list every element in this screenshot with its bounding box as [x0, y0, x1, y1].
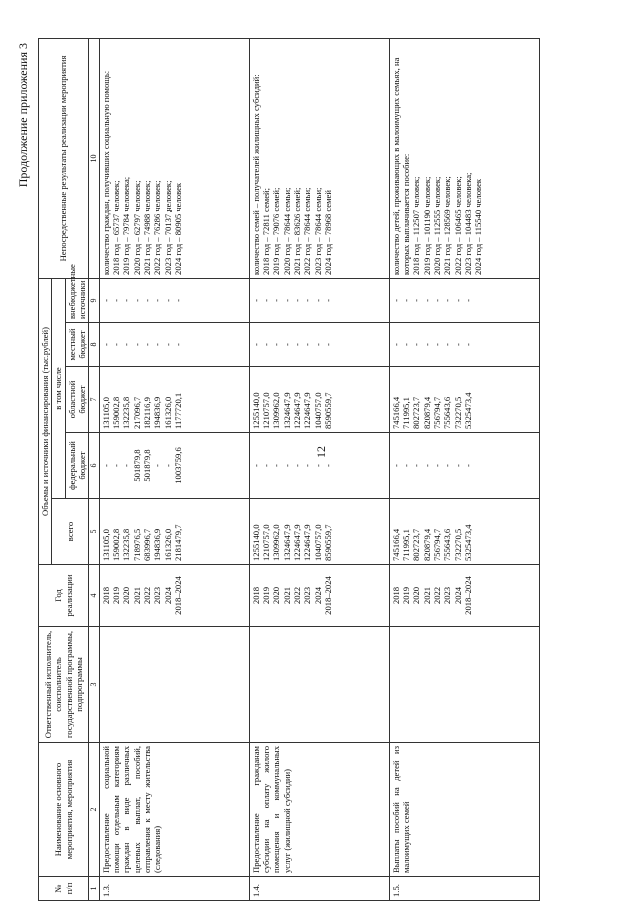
- federal-cell-line: -: [411, 464, 422, 467]
- total-cell-line: 711995,1: [401, 529, 412, 561]
- offbudget-cell-line: -: [162, 299, 173, 302]
- total-cell-line: 755643,6: [442, 528, 453, 561]
- column-index: 8: [89, 323, 100, 367]
- regional-cell-line: 745166,4: [390, 396, 401, 429]
- measure-name: Предоставление гражданам субсидии на оплату жилого помещения и коммунальных услуг (жилищной субсидии): [249, 743, 389, 877]
- results-cell: [99, 38, 249, 278]
- federal-cell-line: -: [111, 464, 122, 467]
- regional-cell-line: 1210757,0: [261, 392, 272, 429]
- year-cell-line: 2018–2024: [463, 576, 474, 615]
- federal-cell-line: 501879,8: [131, 449, 142, 482]
- year-cell-line: 2024: [162, 586, 173, 605]
- header-year: Год реализации: [39, 565, 89, 627]
- results-cell: [389, 38, 539, 278]
- offbudget-cell-line: -: [390, 299, 401, 302]
- year-cell-line: 2022: [292, 586, 303, 605]
- local-cell-line: -: [312, 343, 323, 346]
- total-cell-line: 756794,7: [432, 528, 443, 561]
- regional-cell-line: 1177720,1: [173, 392, 184, 429]
- year-cell-line: 2023: [442, 586, 453, 605]
- local-cell-line: -: [162, 343, 173, 346]
- local-cell-line: -: [292, 343, 303, 346]
- header-regional: областной бюджет: [65, 367, 89, 433]
- regional-cell-line: 8590559,7: [323, 392, 334, 429]
- results-cell-line: количество семей – получателей жилищных субсидий:: [250, 74, 261, 275]
- header-volumes: Объемы и источники финансирования (тыс.рублей): [39, 278, 52, 564]
- total-cell-line: 820879,4: [421, 528, 432, 561]
- federal-cell-line: -: [452, 464, 463, 467]
- header-offbudget: внебюджетные источники: [65, 278, 89, 322]
- regional-cell-line: 1224647,9: [292, 392, 303, 429]
- header-name: Наименование основного мероприятия, мероприятия: [39, 743, 89, 877]
- measure-name: Выплаты пособий на детей из малоимущих семей: [389, 743, 539, 877]
- total-cell-line: 1309962,0: [271, 524, 282, 561]
- offbudget-cell-line: -: [152, 299, 163, 302]
- header-num: № п/п: [39, 877, 89, 901]
- offbudget-cell: [249, 278, 389, 322]
- page-number: 12: [314, 446, 328, 458]
- offbudget-cell-line: -: [323, 299, 334, 302]
- total-cell-line: 1255140,0: [250, 524, 261, 561]
- federal-cell-line: 501879,8: [142, 449, 153, 482]
- regional-cell: [99, 367, 249, 433]
- financing-table: [38, 38, 540, 901]
- total-cell-line: 683996,7: [142, 528, 153, 561]
- federal-cell: [249, 433, 389, 499]
- federal-cell-line: -: [323, 464, 334, 467]
- total-cell: [99, 499, 249, 565]
- regional-cell-line: 1324647,9: [281, 392, 292, 429]
- responsible-executor: [389, 627, 539, 743]
- results-cell-line: 2021 год – 74988 человек;: [142, 180, 153, 275]
- table-row: [389, 38, 539, 900]
- column-index: 2: [89, 743, 100, 877]
- column-index: 6: [89, 433, 100, 499]
- offbudget-cell-line: -: [100, 299, 111, 302]
- local-cell-line: -: [463, 343, 474, 346]
- row-number: 1.3.: [99, 877, 249, 901]
- regional-cell-line: 5325473,4: [463, 392, 474, 429]
- year-cell-line: 2018: [390, 586, 401, 605]
- regional-cell-line: 132235,8: [121, 396, 132, 429]
- year-cell-line: 2024: [452, 586, 463, 605]
- offbudget-cell-line: -: [442, 299, 453, 302]
- offbudget-cell-line: -: [131, 299, 142, 302]
- results-cell-line: 2024 год – 78968 семей: [323, 190, 334, 275]
- federal-cell-line: -: [442, 464, 453, 467]
- offbudget-cell: [389, 278, 539, 322]
- offbudget-cell-line: -: [261, 299, 272, 302]
- total-cell-line: 132235,8: [121, 528, 132, 561]
- total-cell-line: 131105,0: [100, 529, 111, 561]
- federal-cell-line: -: [432, 464, 443, 467]
- regional-cell-line: 755643,6: [442, 396, 453, 429]
- results-cell-line: 2023 год – 104483 человека;: [463, 172, 474, 275]
- results-cell-line: 2019 год – 101190 человек;: [421, 176, 432, 275]
- local-cell-line: -: [421, 343, 432, 346]
- offbudget-cell-line: -: [411, 299, 422, 302]
- total-cell-line: 1324647,9: [281, 524, 292, 561]
- regional-cell-line: 159002,8: [111, 396, 122, 429]
- local-cell-line: -: [323, 343, 334, 346]
- regional-cell: [249, 367, 389, 433]
- local-cell-line: -: [250, 343, 261, 346]
- column-index: 10: [89, 38, 100, 278]
- offbudget-cell: [99, 278, 249, 322]
- results-cell-line: 2023 год – 78644 семьи;: [312, 187, 323, 275]
- local-cell-line: -: [302, 343, 313, 346]
- federal-cell-line: -: [271, 464, 282, 467]
- column-index: 4: [89, 565, 100, 627]
- local-cell-line: -: [271, 343, 282, 346]
- local-cell-line: -: [173, 343, 184, 346]
- total-cell-line: 802723,7: [411, 528, 422, 561]
- offbudget-cell-line: -: [302, 299, 313, 302]
- results-cell-line: 2022 год – 78644 семьи;: [302, 187, 313, 275]
- results-cell-line: количество граждан, получивших социальную помощь:: [100, 70, 111, 275]
- federal-cell-line: -: [401, 464, 412, 467]
- results-cell-line: количество детей, проживающих в малоимущих семьях, на которых выплачивается пособие:: [390, 57, 412, 275]
- year-cell-line: 2019: [111, 586, 122, 605]
- local-cell-line: -: [401, 343, 412, 346]
- offbudget-cell-line: -: [312, 299, 323, 302]
- header-local: местный бюджет: [65, 323, 89, 367]
- local-cell-line: -: [432, 343, 443, 346]
- continuation-label: Продолжение приложения 3: [16, 43, 30, 188]
- local-cell-line: -: [261, 343, 272, 346]
- year-cell-line: 2023: [302, 586, 313, 605]
- local-cell: [389, 323, 539, 367]
- total-cell-line: 718976,5: [131, 528, 142, 561]
- regional-cell-line: 194836,9: [152, 396, 163, 429]
- year-cell: [249, 565, 389, 627]
- year-cell-line: 2019: [401, 586, 412, 605]
- header-results: Непосредственные результаты реализации мероприятия: [39, 38, 89, 278]
- offbudget-cell-line: -: [281, 299, 292, 302]
- total-cell: [389, 499, 539, 565]
- results-cell-line: 2019 год – 79076 семей;: [271, 187, 282, 275]
- federal-cell-line: -: [312, 464, 323, 467]
- federal-cell-line: -: [292, 464, 303, 467]
- column-index: 3: [89, 627, 100, 743]
- year-cell: [389, 565, 539, 627]
- regional-cell-line: 711995,1: [401, 397, 412, 429]
- federal-cell-line: -: [100, 464, 111, 467]
- federal-cell-line: -: [421, 464, 432, 467]
- table-body: [99, 38, 539, 900]
- offbudget-cell-line: -: [142, 299, 153, 302]
- results-cell-line: 2024 год – 115540 человек: [473, 178, 484, 275]
- local-cell-line: -: [100, 343, 111, 346]
- year-cell-line: 2020: [121, 586, 132, 605]
- row-number: 1.5.: [389, 877, 539, 901]
- federal-cell-line: -: [250, 464, 261, 467]
- offbudget-cell-line: -: [121, 299, 132, 302]
- regional-cell-line: 131105,0: [100, 397, 111, 429]
- regional-cell-line: 802723,7: [411, 396, 422, 429]
- federal-cell: [389, 433, 539, 499]
- offbudget-cell-line: -: [421, 299, 432, 302]
- local-cell-line: -: [121, 343, 132, 346]
- local-cell: [99, 323, 249, 367]
- year-cell-line: 2018: [100, 586, 111, 605]
- header-including: в том числе: [52, 278, 65, 498]
- results-cell-line: 2024 год – 80905 человек: [173, 182, 184, 275]
- year-cell-line: 2021: [131, 586, 142, 605]
- federal-cell-line: -: [162, 464, 173, 467]
- results-cell-line: 2020 год – 78644 семьи;: [281, 187, 292, 275]
- year-cell-line: 2018–2024: [323, 576, 334, 615]
- federal-cell-line: -: [261, 464, 272, 467]
- regional-cell-line: 1255140,0: [250, 392, 261, 429]
- total-cell: [249, 499, 389, 565]
- local-cell-line: -: [152, 343, 163, 346]
- total-cell-line: 194836,9: [152, 528, 163, 561]
- column-index: 5: [89, 499, 100, 565]
- year-cell-line: 2018: [250, 586, 261, 605]
- results-cell-line: 2019 год – 79784 человека;: [121, 176, 132, 275]
- regional-cell-line: 161326,0: [162, 396, 173, 429]
- column-index: 7: [89, 367, 100, 433]
- header-total: всего: [52, 499, 89, 565]
- total-cell-line: 8590559,7: [323, 524, 334, 561]
- year-cell-line: 2021: [281, 586, 292, 605]
- local-cell-line: -: [452, 343, 463, 346]
- year-cell-line: 2019: [261, 586, 272, 605]
- results-cell-line: 2020 год – 112555 человек;: [432, 176, 443, 275]
- offbudget-cell-line: -: [271, 299, 282, 302]
- results-cell-line: 2018 год – 72811 семей;: [261, 187, 272, 275]
- results-cell-line: 2023 год – 70137 человек;: [162, 180, 173, 275]
- local-cell-line: -: [442, 343, 453, 346]
- regional-cell-line: 820879,4: [421, 396, 432, 429]
- offbudget-cell-line: -: [250, 299, 261, 302]
- year-cell-line: 2024: [312, 586, 323, 605]
- regional-cell-line: 732270,5: [452, 396, 463, 429]
- year-cell-line: 2021: [421, 586, 432, 605]
- offbudget-cell-line: -: [173, 299, 184, 302]
- offbudget-cell-line: -: [463, 299, 474, 302]
- results-cell-line: 2018 год – 112507 человек;: [411, 176, 422, 275]
- total-cell-line: 161326,0: [162, 528, 173, 561]
- total-cell-line: 1210757,0: [261, 524, 272, 561]
- offbudget-cell-line: -: [452, 299, 463, 302]
- year-cell-line: 2022: [142, 586, 153, 605]
- results-cell-line: 2021 год – 83626 семей;: [292, 187, 303, 275]
- responsible-executor: [249, 627, 389, 743]
- regional-cell: [389, 367, 539, 433]
- offbudget-cell-line: -: [432, 299, 443, 302]
- total-cell-line: 1224647,9: [292, 524, 303, 561]
- total-cell-line: 745166,4: [390, 528, 401, 561]
- total-cell-line: 5325473,4: [463, 524, 474, 561]
- local-cell-line: -: [111, 343, 122, 346]
- header-federal: федеральный бюджет: [65, 433, 89, 499]
- local-cell-line: -: [411, 343, 422, 346]
- results-cell-line: 2018 год – 65737 человек;: [111, 180, 122, 275]
- regional-cell-line: 1040757,0: [312, 392, 323, 429]
- regional-cell-line: 1224647,9: [302, 392, 313, 429]
- results-cell-line: 2022 год – 106465 человек;: [452, 176, 463, 275]
- offbudget-cell-line: -: [111, 299, 122, 302]
- local-cell: [249, 323, 389, 367]
- local-cell-line: -: [390, 343, 401, 346]
- regional-cell-line: 1309962,0: [271, 392, 282, 429]
- header-responsible: Ответственный исполнитель, соисполнитель государственной программы, подпрограммы: [39, 627, 89, 743]
- results-cell-line: 2020 год – 62797 человек;: [131, 180, 142, 275]
- responsible-executor: [99, 627, 249, 743]
- offbudget-cell-line: -: [292, 299, 303, 302]
- year-cell-line: 2020: [271, 586, 282, 605]
- total-cell-line: 732270,5: [452, 528, 463, 561]
- column-index: 9: [89, 278, 100, 322]
- local-cell-line: -: [281, 343, 292, 346]
- year-cell-line: 2023: [152, 586, 163, 605]
- federal-cell-line: -: [281, 464, 292, 467]
- year-cell-line: 2020: [411, 586, 422, 605]
- column-index: 1: [89, 877, 100, 901]
- year-cell-line: 2018–2024: [173, 576, 184, 615]
- year-cell-line: 2022: [432, 586, 443, 605]
- table-row: [99, 38, 249, 900]
- local-cell-line: -: [131, 343, 142, 346]
- regional-cell-line: 217096,7: [131, 396, 142, 429]
- local-cell-line: -: [142, 343, 153, 346]
- total-cell-line: 2181479,7: [173, 524, 184, 561]
- federal-cell-line: -: [463, 464, 474, 467]
- federal-cell: [99, 433, 249, 499]
- year-cell: [99, 565, 249, 627]
- federal-cell-line: -: [152, 464, 163, 467]
- measure-name: Предоставление социальной помощи отдельным категориям граждан в виде различных целевых выплат, пособий, отправления к месту жительства (следования): [99, 743, 249, 877]
- results-cell: [249, 38, 389, 278]
- total-cell-line: 1040757,0: [312, 524, 323, 561]
- regional-cell-line: 756794,7: [432, 396, 443, 429]
- federal-cell-line: -: [302, 464, 313, 467]
- offbudget-cell-line: -: [401, 299, 412, 302]
- total-cell-line: 1224647,9: [302, 524, 313, 561]
- federal-cell-line: 1003759,6: [173, 447, 184, 484]
- total-cell-line: 159002,8: [111, 528, 122, 561]
- results-cell-line: 2022 год – 76286 человек;: [152, 180, 163, 275]
- federal-cell-line: -: [121, 464, 132, 467]
- row-number: 1.4.: [249, 877, 389, 901]
- federal-cell-line: -: [390, 464, 401, 467]
- regional-cell-line: 182116,9: [142, 397, 153, 429]
- table-row: [249, 38, 389, 900]
- results-cell-line: 2021 год – 128569 человек;: [442, 176, 453, 275]
